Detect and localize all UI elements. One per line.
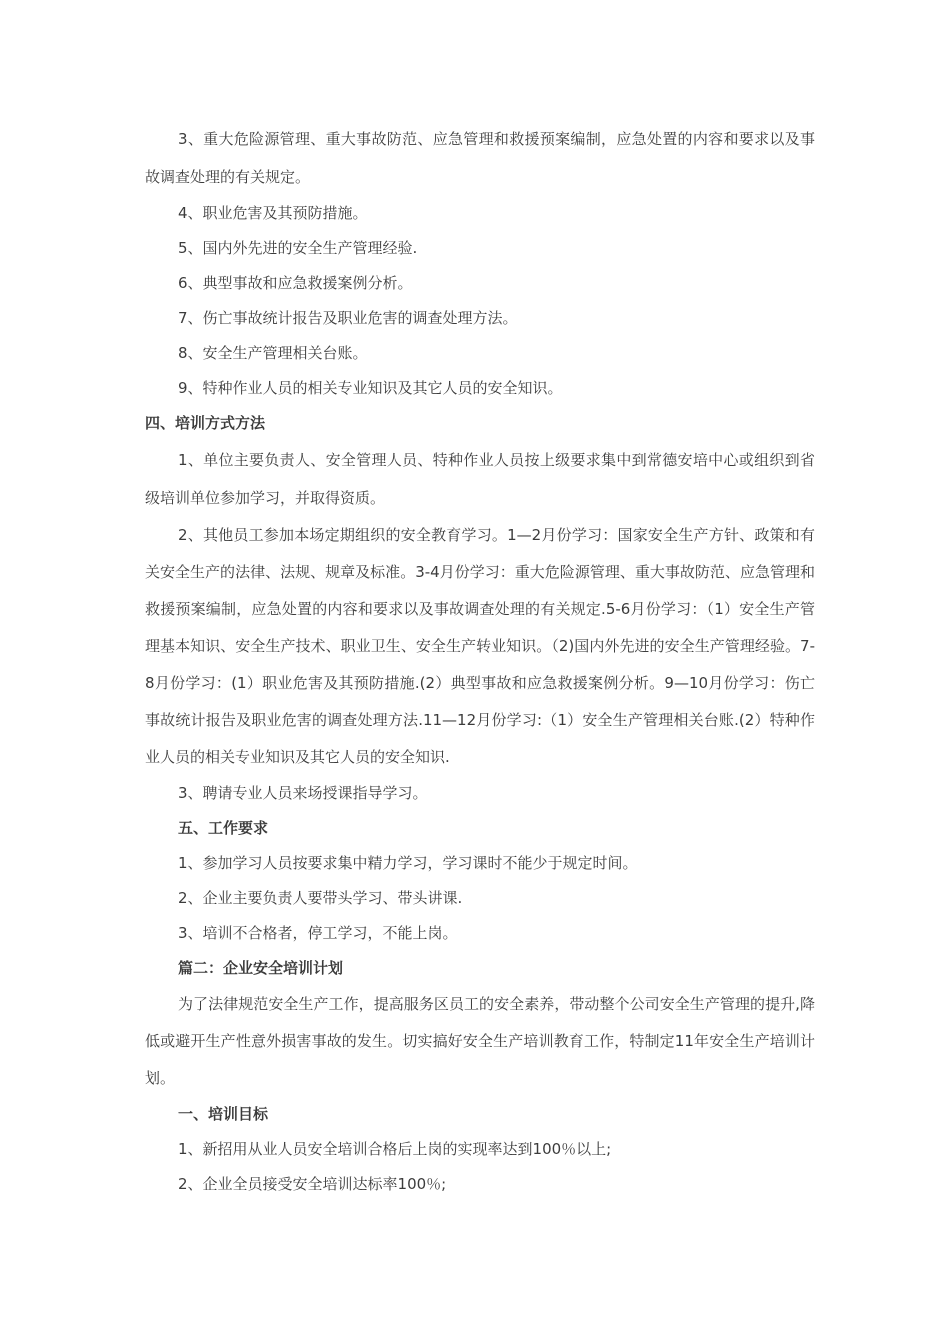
section-heading: 篇二：企业安全培训计划 [178,959,344,977]
section-heading: 四、培训方式方法 [145,414,266,432]
paragraph: 3、培训不合格者，停工学习，不能上岗。 [178,924,458,942]
paragraph: 5、国内外先进的安全生产管理经验. [178,239,418,257]
paragraph: 3、聘请专业人员来场授课指导学习。 [178,784,428,802]
paragraph: 为了法律规范安全生产工作，提高服务区员工的安全素养，带动整个公司安全生产管理的提升,降低或避开生产性意外损害事故的发生。切实搞好安全生产培训教育工作，特制定11年安全生产培训计划。 [145,995,815,1087]
paragraph: 6、典型事故和应急救援案例分析。 [178,274,413,292]
paragraph: 2、企业全员接受安全培训达标率100％; [178,1175,447,1193]
document-body [145,120,815,1202]
paragraph: 1、参加学习人员按要求集中精力学习，学习课时不能少于规定时间。 [178,854,638,872]
paragraph: 3、重大危险源管理、重大事故防范、应急管理和救援预案编制，应急处置的内容和要求以及事故调查处理的有关规定。 [145,130,815,186]
paragraph: 4、职业危害及其预防措施。 [178,204,368,222]
section-heading: 五、工作要求 [178,819,269,837]
section-heading: 一、培训目标 [178,1105,269,1123]
paragraph: 9、特种作业人员的相关专业知识及其它人员的安全知识。 [178,379,563,397]
paragraph: 2、企业主要负责人要带头学习、带头讲课. [178,889,463,907]
paragraph: 8、安全生产管理相关台账。 [178,344,368,362]
paragraph: 1、单位主要负责人、安全管理人员、特种作业人员按上级要求集中到常德安培中心或组织到省级培训单位参加学习，并取得资质。 [145,451,815,507]
paragraph: 1、新招用从业人员安全培训合格后上岗的实现率达到100％以上; [178,1140,612,1158]
paragraph: 7、伤亡事故统计报告及职业危害的调查处理方法。 [178,309,518,327]
paragraph: 2、其他员工参加本场定期组织的安全教育学习。1—2月份学习：国家安全生产方针、政策和有关安全生产的法律、法规、规章及标准。3-4月份学习：重大危险源管理、重大事故防范、应急管理和救援预案编制，应急处置的内容和要求以及事故调查处理的有关规定.5-6月份学习：（1）安全生产管理基本知识、安全生产技术、职业卫生、安全生产转业知识。（2)国内外先进的安全生产管理经验。7-8月份学习：(1）职业危害及其预防措施.(2）典型事故和应急救援案例分析。9—10月份学习：伤亡事故统计报告及职业危害的调查处理方法.11—12月份学习:（1）安全生产管理相关台账.(2）特种作业人员的相关专业知识及其它人员的安全知识. [145,526,815,766]
